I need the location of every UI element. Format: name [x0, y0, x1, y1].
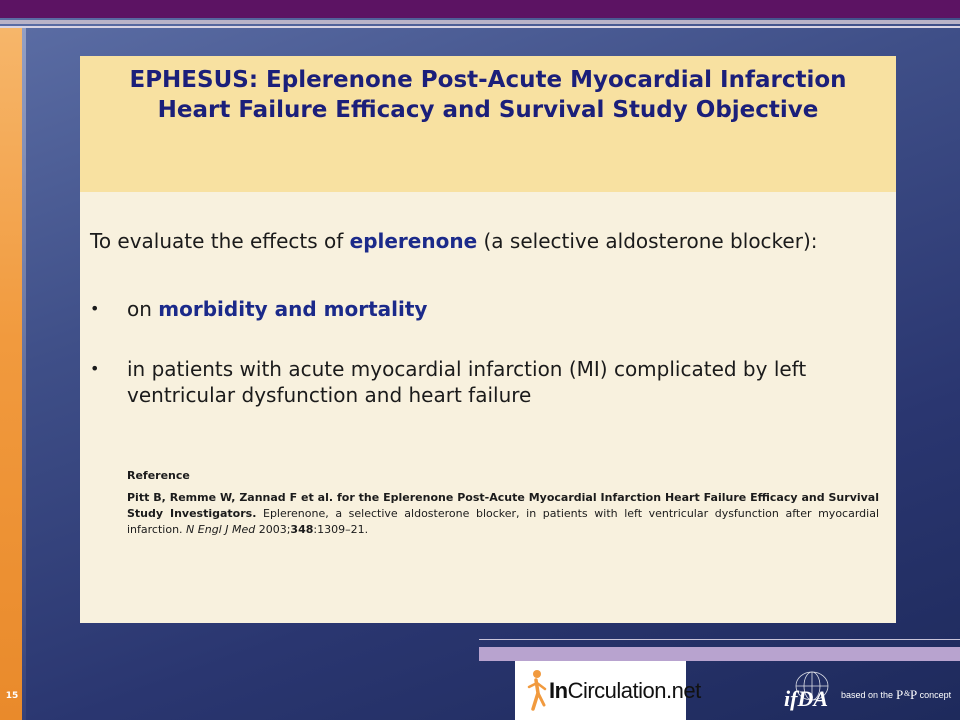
svg-text:ifDA: ifDA	[784, 686, 828, 711]
reference-heading: Reference	[127, 469, 190, 482]
svg-text:P: P	[895, 687, 903, 701]
content-card	[80, 56, 896, 623]
bullet-emphasis: morbidity and mortality	[158, 297, 428, 321]
bullet-prefix: in patients with acute myocardial infarction (MI) complicated by left ventricular dysfunction and heart failure	[127, 357, 807, 407]
slide-title: EPHESUS: Eplerenone Post-Acute Myocardial Infarction Heart Failure Efficacy and Survival Study Objective	[129, 67, 847, 123]
reference-citation	[127, 490, 879, 538]
footer-divider	[479, 639, 960, 640]
intro-paragraph	[90, 228, 880, 254]
pnp-concept-icon	[896, 687, 920, 701]
reference-block	[127, 468, 879, 538]
bullet-dot: •	[90, 359, 100, 378]
ifda-logo-icon	[778, 666, 838, 712]
bullet-item	[90, 356, 880, 408]
body-text	[90, 228, 880, 408]
intro-prefix: To evaluate the effects of	[90, 229, 350, 253]
intro-suffix: (a selective aldosterone blocker):	[477, 229, 818, 253]
top-band	[0, 0, 960, 18]
logo-text	[549, 678, 701, 704]
runner-icon	[525, 669, 547, 713]
reference-article: Eplerenone, a selective aldosterone blocker, in patients with left ventricular dysfunction after myocardial infarction.	[127, 507, 880, 536]
intro-emphasis: eplerenone	[349, 229, 478, 253]
logo-text-in: In	[549, 678, 568, 703]
bullet-prefix: on	[127, 297, 159, 321]
logo-text-rest: Circulation.net	[567, 678, 701, 703]
based-on-concept	[841, 687, 951, 701]
bullet-dot: •	[90, 299, 100, 318]
incirculation-logo	[515, 661, 701, 720]
top-divider-line-thin	[0, 26, 960, 28]
reference-pages: :1309–21.	[313, 523, 369, 536]
left-accent-strip	[0, 28, 22, 720]
top-divider-line	[0, 20, 960, 24]
reference-year: 2003;	[255, 523, 291, 536]
reference-authors: Pitt B, Remme W, Zannad F et al. for the Eplerenone Post-Acute Myocardial Infarction Heart Failure Efficacy and Survival Study Investigators.	[127, 491, 879, 520]
slide-number: 15	[5, 691, 19, 701]
left-accent-edge	[22, 28, 26, 720]
concept-text: concept	[919, 690, 952, 700]
bullet-item	[90, 296, 880, 322]
footer-band	[479, 647, 960, 661]
reference-journal: N Engl J Med	[186, 523, 256, 536]
svg-text:&: &	[903, 689, 910, 698]
reference-volume: 348	[290, 523, 314, 536]
based-on-text: based on the	[841, 690, 894, 700]
svg-text:P: P	[909, 687, 917, 701]
title-panel	[80, 56, 896, 192]
